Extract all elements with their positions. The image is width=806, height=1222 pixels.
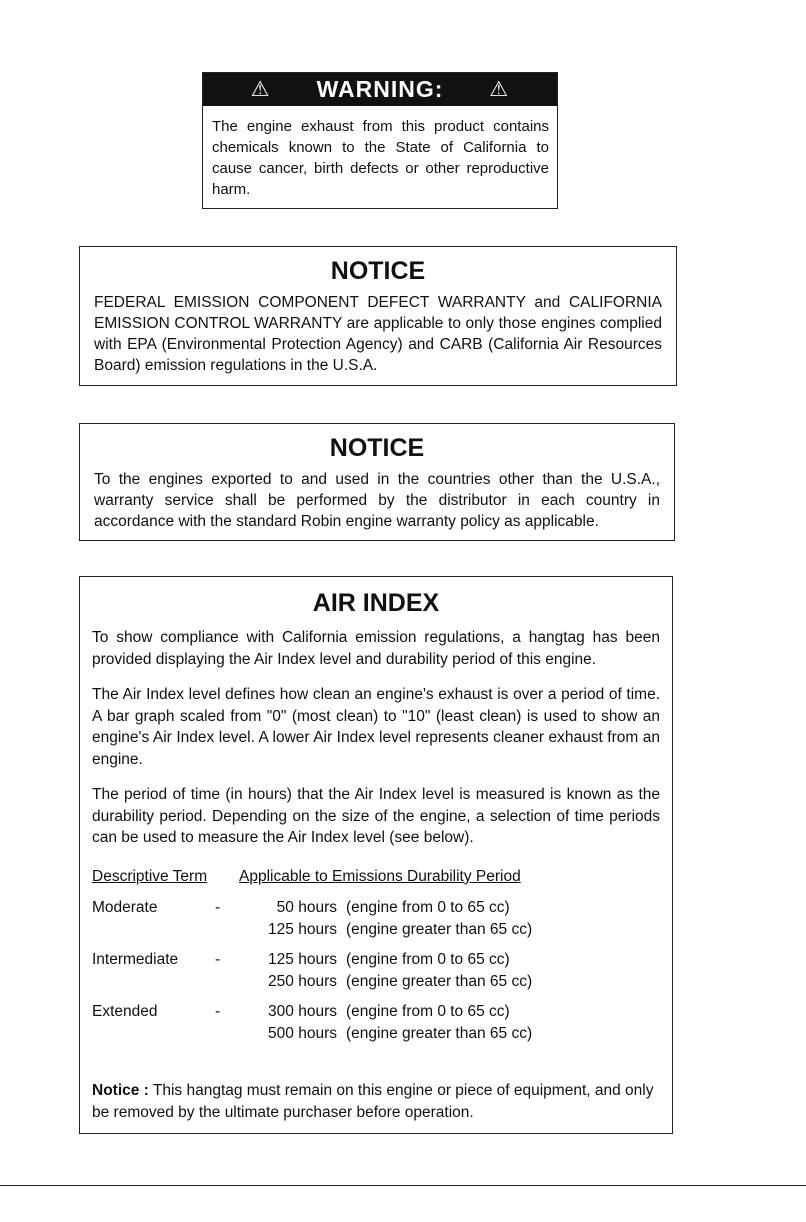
warning-box: [202, 72, 558, 209]
durability-table: [80, 868, 672, 1048]
warning-icon: ⚠: [489, 78, 510, 101]
hangtag-notice-label: Notice :: [92, 1082, 149, 1099]
table-row: [92, 951, 672, 995]
period-description: (engine greater than 65 cc): [346, 1024, 533, 1042]
warning-text: The engine exhaust from this product contains chemicals known to the State of California to cause cancer, birth defects or other reproductive harm.: [212, 118, 549, 198]
table-row: [92, 1003, 672, 1047]
header-descriptive-term: Descriptive Term: [92, 867, 208, 885]
bottom-rule: [0, 1185, 806, 1186]
warning-header: [203, 73, 557, 106]
term-name: Moderate: [92, 898, 158, 916]
air-index-box: [79, 576, 673, 1134]
term-dash: -: [215, 1002, 221, 1020]
hangtag-notice-text: This hangtag must remain on this engine or piece of equipment, and only be removed by the ultimate purchaser before operation.: [92, 1082, 654, 1121]
period-description: (engine from 0 to 65 cc): [346, 1002, 510, 1020]
warning-heading: WARNING:: [316, 76, 444, 102]
hangtag-notice: [92, 1080, 660, 1124]
period-hours: 300 hours: [268, 1002, 337, 1020]
air-index-paragraph: The period of time (in hours) that the Air Index level is measured is known as the durability period. Depending on the size of the engine, a selection of time periods can be used to measure the Air Index level (see below).: [92, 786, 660, 846]
notice-text: To the engines exported to and used in the countries other than the U.S.A., warranty service shall be performed by the distributor in each country in accordance with the standard Robin engine warranty policy as applicable.: [94, 471, 660, 530]
term-dash: -: [215, 898, 221, 916]
period-hours: 125 hours: [268, 920, 337, 938]
period-hours: 250 hours: [268, 972, 337, 990]
period-description: (engine greater than 65 cc): [346, 972, 533, 990]
air-index-paragraph: The Air Index level defines how clean an engine's exhaust is over a period of time. A bar graph scaled from "0" (most clean) to "10" (least clean) is used to show an engine's Air Index level. A lower Air Index level represents cleaner exhaust from an engine.: [92, 686, 660, 768]
period-description: (engine from 0 to 65 cc): [346, 898, 510, 916]
notice-box-export: [79, 423, 675, 541]
header-durability-period: Applicable to Emissions Durability Period: [239, 867, 521, 885]
notice-box-warranty: [79, 246, 677, 386]
notice-title: NOTICE: [330, 257, 426, 285]
period-hours: 125 hours: [268, 950, 337, 968]
notice-title: NOTICE: [329, 434, 425, 462]
air-index-paragraph: To show compliance with California emission regulations, a hangtag has been provided displaying the Air Index level and durability period of this engine.: [92, 629, 660, 668]
term-name: Intermediate: [92, 950, 179, 968]
term-dash: -: [215, 950, 221, 968]
air-index-title: AIR INDEX: [312, 589, 440, 617]
period-description: (engine greater than 65 cc): [346, 920, 533, 938]
period-hours: 50 hours: [276, 898, 337, 916]
warning-icon: ⚠: [250, 78, 271, 101]
term-name: Extended: [92, 1002, 158, 1020]
notice-text: FEDERAL EMISSION COMPONENT DEFECT WARRANTY and CALIFORNIA EMISSION CONTROL WARRANTY are applicable to only those engines complied with EPA (Environmental Protection Agency) and CARB (California Air Resources Board) emission regulations in the U.S.A.: [94, 294, 662, 374]
period-hours: 500 hours: [268, 1024, 337, 1042]
table-header: [92, 868, 672, 890]
period-description: (engine from 0 to 65 cc): [346, 950, 510, 968]
table-row: [92, 899, 672, 943]
